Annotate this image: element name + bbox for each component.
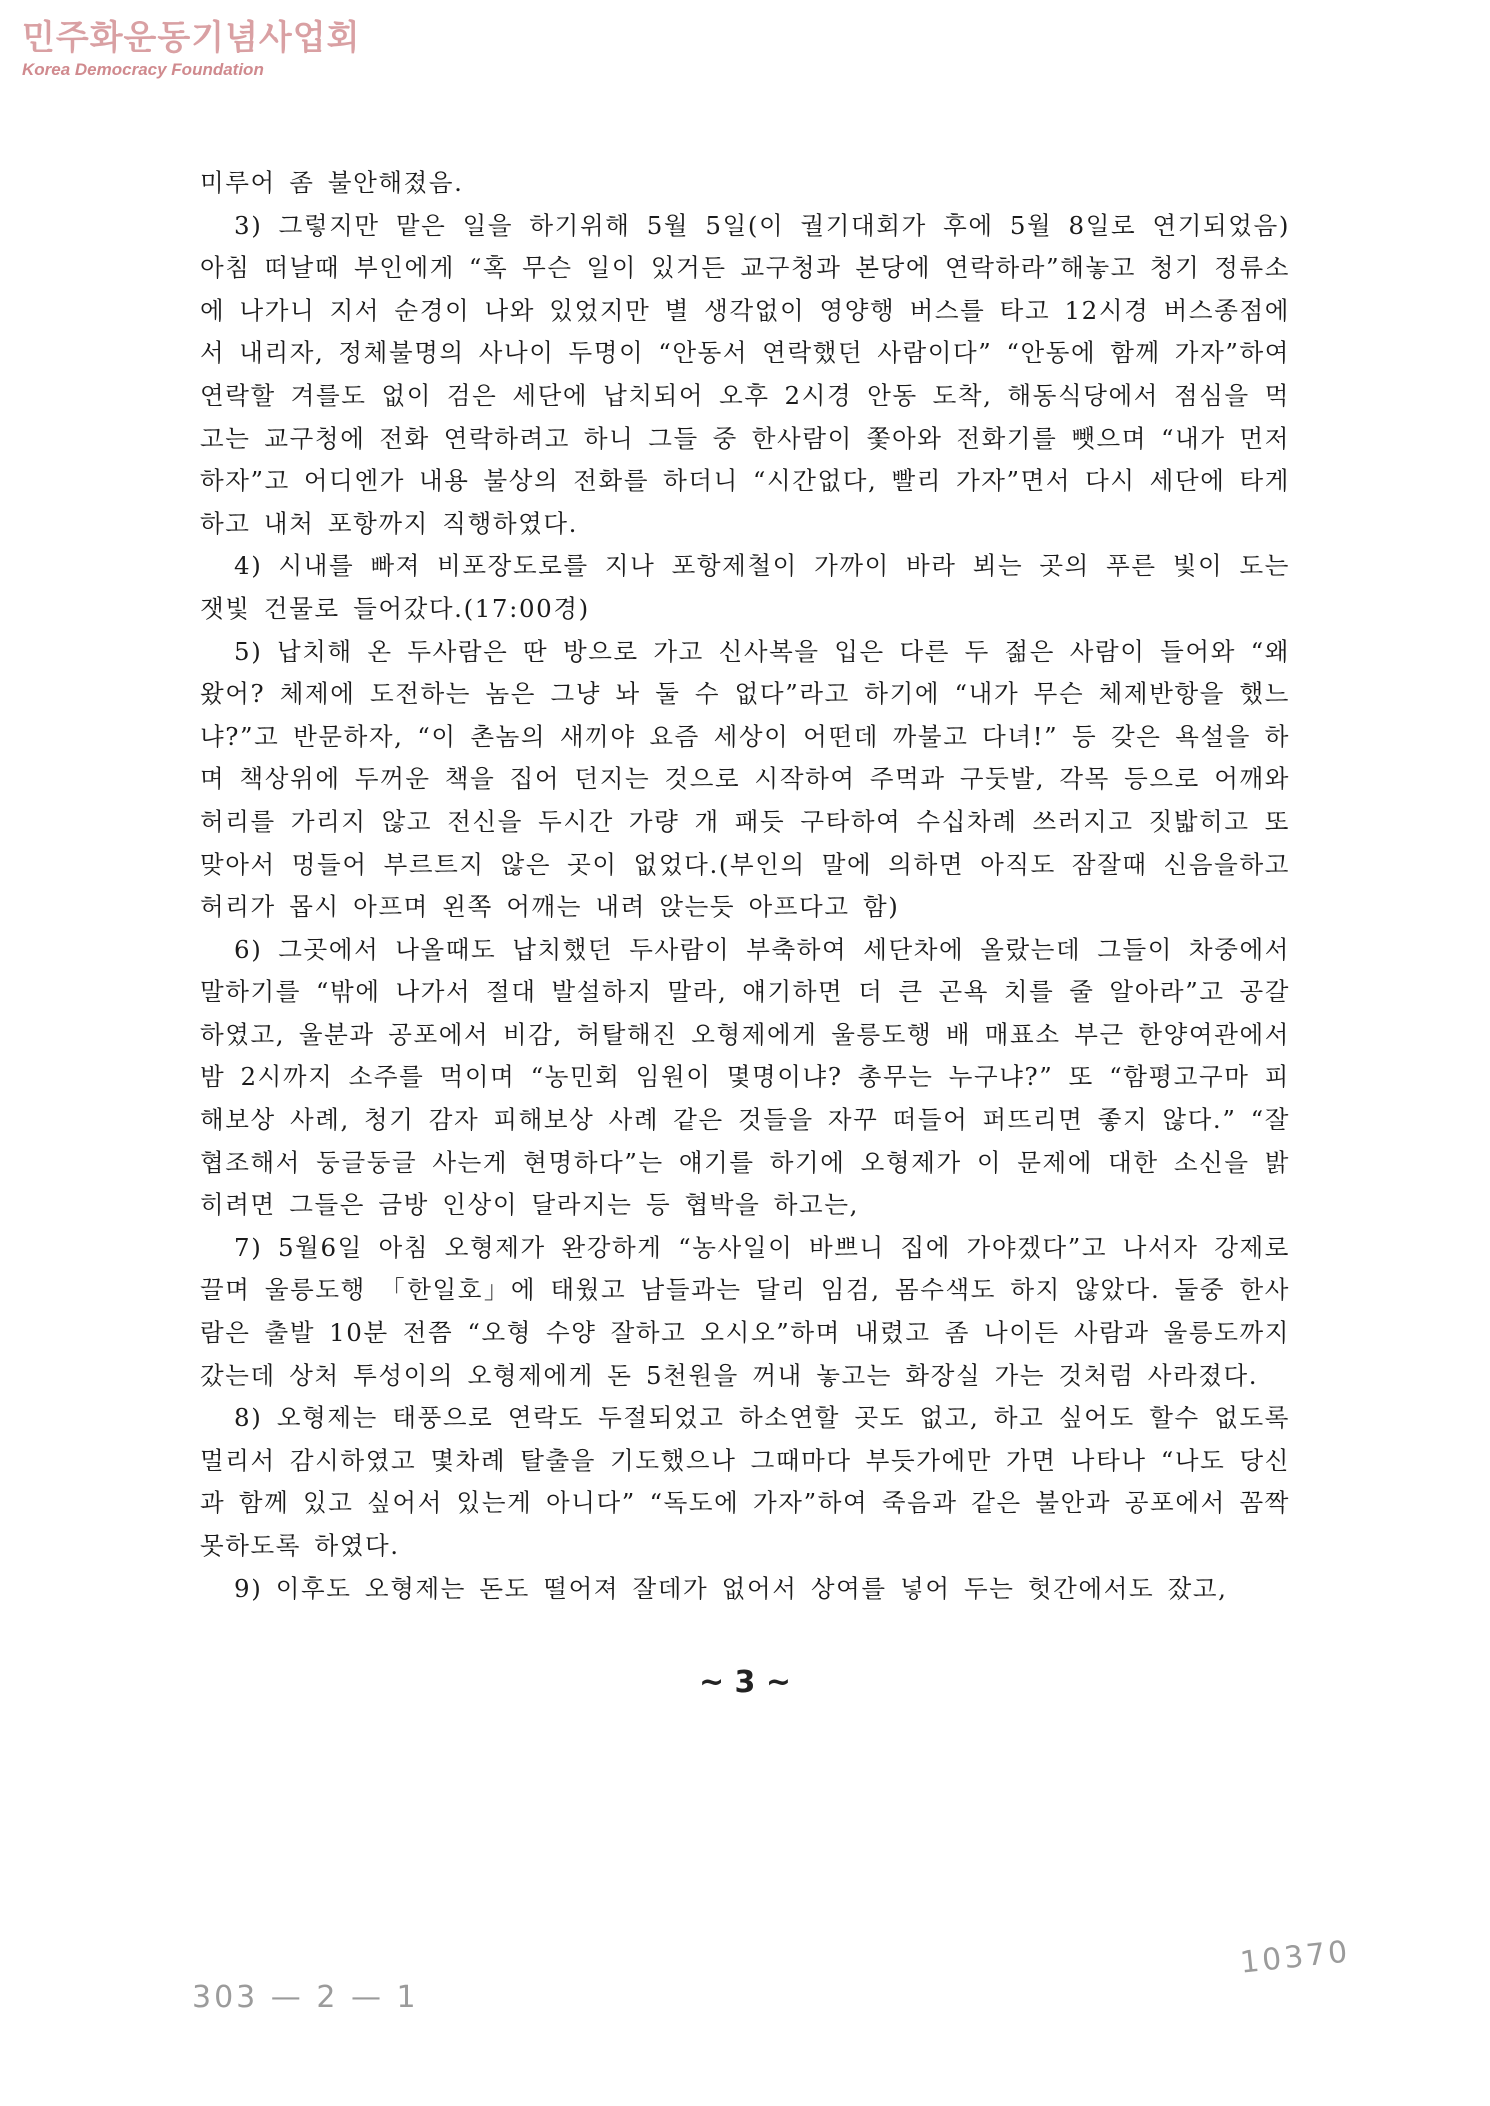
- foundation-name-korean: 민주화운동기념사업회: [22, 18, 361, 58]
- paragraph-6: 6) 그곳에서 나올때도 납치했던 두사람이 부축하여 세단차에 올랐는데 그들이 차중에서 말하기를 “밖에 나가서 절대 발설하지 말라, 얘기하면 더 큰 곤욕 치를 줄 알아라”고 공갈하였고, 울분과 공포에서 비감, 허탈해진 오형제에게 울릉도행 배 매표소 부근 한양여관에서 밤 2시까지 소주를 먹이며 “농민회 임원이 몇명이냐? 총무는 누구냐?” 또 “함평고구마 피해보상 사례, 청기 감자 피해보상 사례 같은 것들을 자꾸 떠들어 퍼뜨리면 좋지 않다.” “잘 협조해서 둥글둥글 사는게 현명하다”는 얘기를 하기에 오형제가 이 문제에 대한 소신을 밝히려면 그들은 금방 인상이 달라지는 등 협박을 하고는,: [200, 934, 1290, 1220]
- paragraph-8: 8) 오형제는 태풍으로 연락도 두절되었고 하소연할 곳도 없고, 하고 싶어도 할수 없도록 멀리서 감시하였고 몇차례 탈출을 기도했으나 그때마다 부듯가에만 가면 나타나 “나도 당신과 함께 있고 싶어서 있는게 아니다” “독도에 가자”하여 죽음과 같은 불안과 공포에서 꼼짝 못하도록 하였다.: [200, 1403, 1290, 1560]
- watermark-logo: [22, 18, 360, 80]
- paragraph-9: 9) 이후도 오형제는 돈도 떨어져 잘데가 없어서 상여를 넣어 두는 헛간에서도 잤고,: [234, 1573, 1228, 1603]
- paragraph-continuation: 미루어 좀 불안해졌음.: [200, 168, 464, 197]
- paragraph-4: 4) 시내를 빠져 비포장도로를 지나 포항제철이 가까이 바라 뵈는 곳의 푸른 빛이 도는 잿빛 건물로 들어갔다.(17:00경): [200, 551, 1290, 623]
- paragraph-3: 3) 그렇지만 맡은 일을 하기위해 5월 5일(이 궐기대회가 후에 5월 8일로 연기되었음) 아침 떠날때 부인에게 “혹 무슨 일이 있거든 교구청과 본당에 연락하라”해놓고 청기 정류소에 나가니 지서 순경이 나와 있었지만 별 생각없이 영양행 버스를 타고 12시경 버스종점에서 내리자, 정체불명의 사나이 두명이 “안동서 연락했던 사람이다” “안동에 함께 가자”하여 연락할 겨를도 없이 검은 세단에 납치되어 오후 2시경 안동 도착, 해동식당에서 점심을 먹고는 교구청에 전화 연락하려고 하니 그들 중 한사람이 쫓아와 전화기를 뺏으며 “내가 먼저 하자”고 어디엔가 내용 불상의 전화를 하더니 “시간없다, 빨리 가자”면서 다시 세단에 타게하고 내처 포항까지 직행하였다.: [200, 210, 1290, 538]
- handwritten-archive-number: 303 — 2 — 1: [192, 1980, 419, 2015]
- paragraph-5: 5) 납치해 온 두사람은 딴 방으로 가고 신사복을 입은 다른 두 젊은 사람이 들어와 “왜 왔어? 체제에 도전하는 놈은 그냥 놔 둘 수 없다”라고 하기에 “내가 무슨 체제반항을 했느냐?”고 반문하자, “이 촌놈의 새끼야 요즘 세상이 어떤데 까불고 다녀!” 등 갖은 욕설을 하며 책상위에 두꺼운 책을 집어 던지는 것으로 시작하여 주먹과 구둣발, 각목 등으로 어깨와 허리를 가리지 않고 전신을 두시간 가량 개 패듯 구타하여 수십차례 쓰러지고 짓밟히고 또 맞아서 멍들어 부르트지 않은 곳이 없었다.(부인의 말에 의하면 아직도 잠잘때 신음을하고 허리가 몹시 아프며 왼쪽 어깨는 내려 앉는듯 아프다고 함): [200, 636, 1290, 922]
- page-number: ~ 3 ~: [698, 1665, 792, 1700]
- document-body: [200, 162, 1290, 1610]
- paragraph-7: 7) 5월6일 아침 오형제가 완강하게 “농사일이 바쁘니 집에 가야겠다”고 나서자 강제로 끌며 울릉도행 「한일호」에 태웠고 남들과는 달리 임검, 몸수색도 하지 않았다. 둘중 한사람은 출발 10분 전쯤 “오형 수양 잘하고 오시오”하며 내렸고 좀 나이든 사람과 울릉도까지 갔는데 상처 투성이의 오형제에게 돈 5천원을 꺼내 놓고는 화장실 가는 것처럼 사라졌다.: [200, 1232, 1290, 1390]
- handwritten-document-id: 10370: [1238, 1934, 1352, 1981]
- foundation-name-english: Korea Democracy Foundation: [22, 60, 264, 79]
